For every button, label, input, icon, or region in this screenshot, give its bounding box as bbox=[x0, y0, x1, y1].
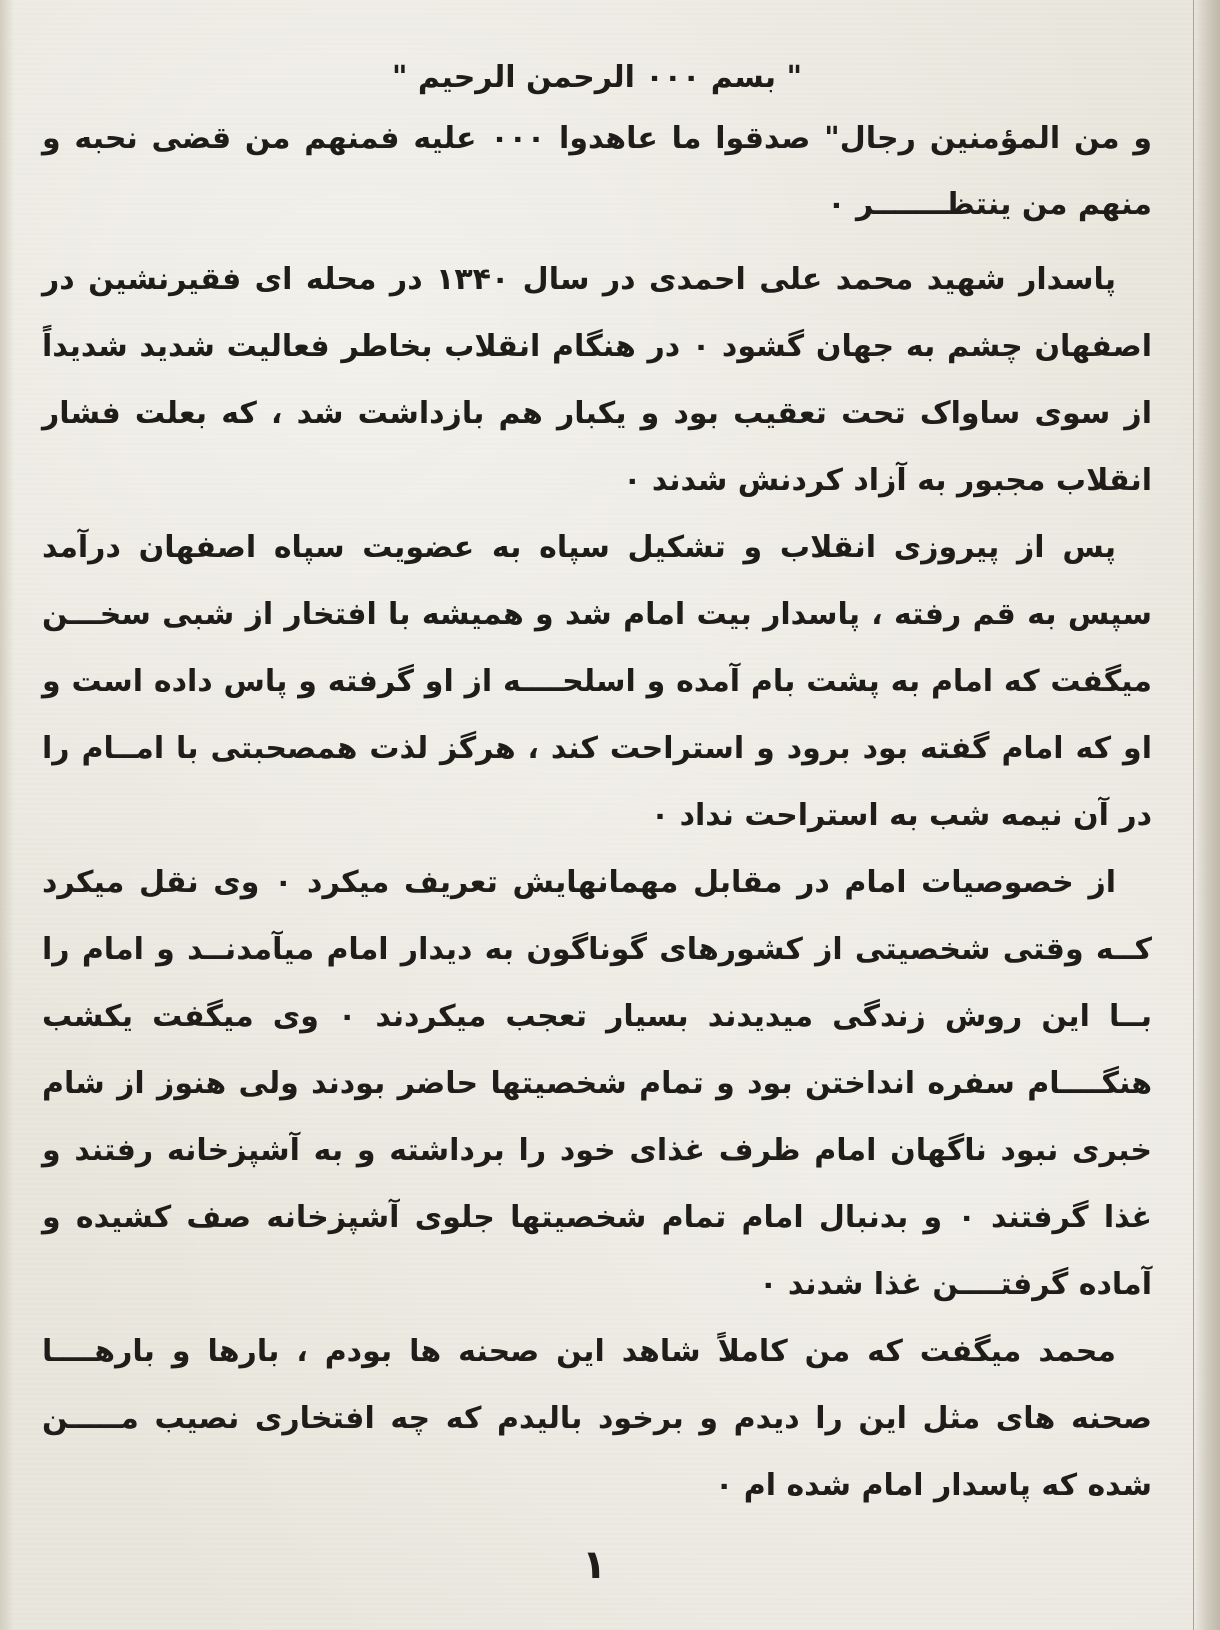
page-edge bbox=[1193, 0, 1220, 1630]
document-body bbox=[42, 50, 1152, 1610]
document-header: " بسم ۰۰۰ الرحمن الرحیم " bbox=[391, 60, 803, 95]
page-number: ۱ bbox=[582, 1542, 607, 1588]
paragraph-3: از خصوصیات امام در مقابل مهمانهایش تعریف میکرد ۰ وی نقل میکرد کــه وقتی شخصیتی از کشورهای گوناگون به دیدار امام میآمدنــد و امام را بــا این روش زندگی میدیدند بسیار تعجب میکردند ۰ وی میگفت یکشب هنگــــام سفره انداختن بود و تمام شخصیتها حاضر بودند ولی هنوز از شام خبری نبود ناگهان امام ظرف غذای خود را برداشته و به آشپزخانه رفتند و غذا گرفتند ۰ و بدنبال امام تمام شخصیتها جلوی آشپزخانه صف کشیده و آماده گرفتــــن غذا شدند ۰ bbox=[42, 865, 1152, 1302]
paragraph-2: پس از پیروزی انقلاب و تشکیل سپاه به عضویت سپاه اصفهان درآمد سپس به قم رفته ، پاسدار بیت امام شد و همیشه با افتخار از شبی سخـــن میگفت که امام به پشت بام آمده و اسلحــــه از او گرفته و پاس داده است و او که امام گفته بود برود و استراحت کند ، هرگز لذت همصحبتی با امــام را در آن نیمه شب به استراحت نداد ۰ bbox=[42, 530, 1152, 833]
paragraph-4: محمد میگفت که من کاملاً شاهد این صحنه ها بودم ، بارها و بارهــــا صحنه های مثل این را دیدم و برخود بالیدم که چه افتخاری نصیب مـــــن شده که پاسدار امام شده ام ۰ bbox=[42, 1334, 1152, 1503]
quran-verse: و من المؤمنین رجال" صدقوا ما عاهدوا ۰۰۰ علیه فمنهم من قضی نحبه و منهم من ینتظـــــــر ۰ bbox=[42, 121, 1153, 222]
paragraph-1: پاسدار شهید محمد علی احمدی در سال ۱۳۴۰ در محله ای فقیرنشین در اصفهان چشم به جهان گشود ۰ در هنگام انقلاب بخاطر فعالیت شدید شدیداً از سوی ساواک تحت تعقیب بود و یکبار هم بازداشت شد ، که بعلت فشار انقلاب مجبور به آزاد کردنش شدند ۰ bbox=[42, 262, 1152, 498]
page-fold-shadow bbox=[0, 0, 14, 1630]
